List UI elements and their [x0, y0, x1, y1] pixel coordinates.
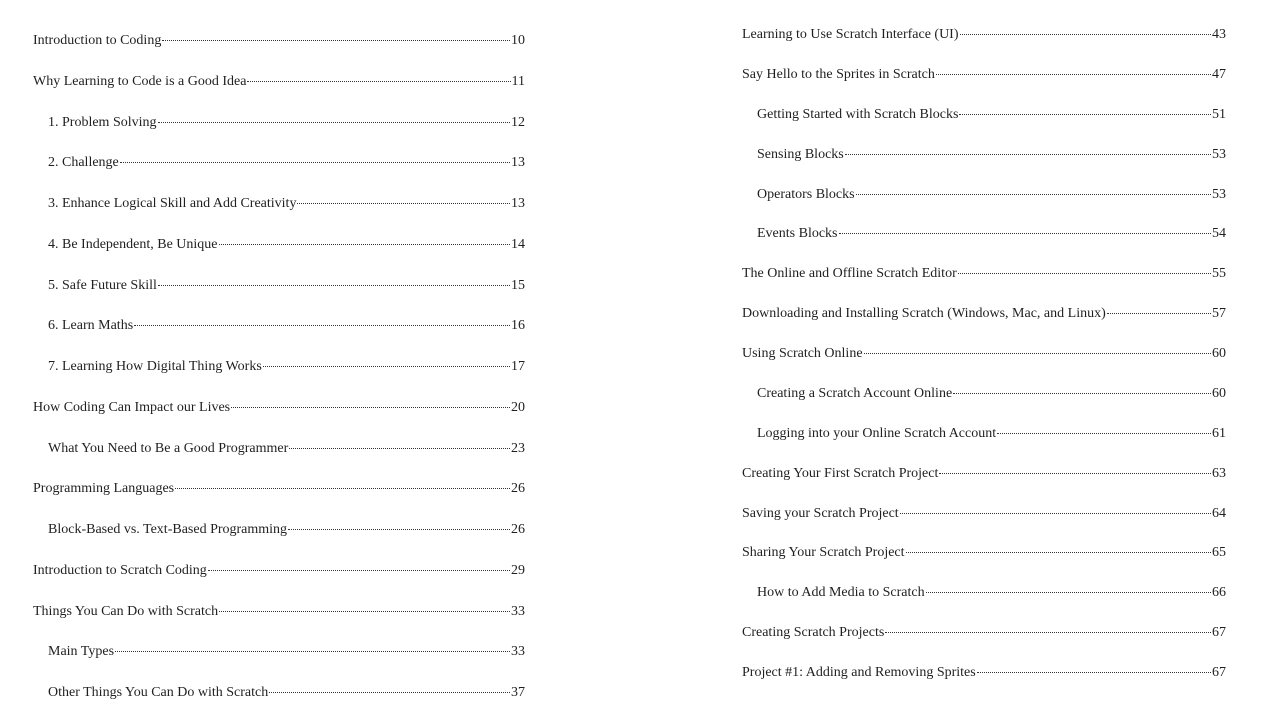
toc-entry-title: Creating a Scratch Account Online	[757, 385, 953, 401]
toc-entry[interactable]	[757, 106, 1226, 124]
toc-entry-page-number: 60	[1212, 346, 1226, 362]
toc-entry-title: Other Things You Can Do with Scratch	[48, 685, 269, 700]
toc-entry-page-number: 33	[511, 603, 525, 619]
toc-entry[interactable]	[742, 505, 1226, 523]
toc-dot-leader	[958, 273, 1211, 274]
toc-entry-page-number: 23	[511, 440, 525, 456]
toc-dot-leader	[900, 513, 1211, 514]
toc-entry[interactable]	[742, 664, 1226, 682]
toc-dot-leader	[115, 651, 510, 652]
toc-entry-title: What You Need to Be a Good Programmer	[48, 440, 289, 456]
toc-dot-leader	[263, 366, 510, 367]
toc-dot-leader	[953, 393, 1211, 394]
toc-entry[interactable]	[33, 480, 525, 498]
toc-entry[interactable]	[757, 225, 1226, 243]
toc-entry-title: Introduction to Coding	[33, 33, 162, 48]
toc-entry-title: 2. Challenge	[48, 155, 119, 171]
toc-entry-page-number: 15	[511, 277, 525, 293]
toc-entry-page-number: 26	[511, 481, 525, 497]
toc-entry[interactable]	[742, 624, 1226, 642]
toc-entry[interactable]	[48, 317, 525, 335]
toc-entry-title: Getting Started with Scratch Blocks	[757, 106, 959, 122]
toc-dot-leader	[288, 529, 510, 530]
toc-entry-title: How Coding Can Impact our Lives	[33, 399, 231, 415]
toc-entry-page-number: 66	[1212, 585, 1226, 601]
toc-entry-title: Downloading and Installing Scratch (Windows, Mac, and Linux)	[742, 306, 1106, 322]
toc-dot-leader	[175, 488, 510, 489]
toc-entry-title: Creating Scratch Projects	[742, 625, 885, 641]
toc-dot-leader	[1107, 313, 1211, 314]
toc-entry[interactable]	[742, 345, 1226, 363]
toc-entry-page-number: 65	[1212, 545, 1226, 561]
toc-entry-page-number: 53	[1212, 186, 1226, 202]
toc-entry-title: Project #1: Adding and Removing Sprites	[742, 665, 976, 681]
toc-entry[interactable]	[48, 521, 525, 539]
toc-entry[interactable]	[48, 277, 525, 295]
toc-entry[interactable]	[48, 440, 525, 458]
toc-entry-page-number: 43	[1212, 27, 1226, 42]
toc-entry[interactable]	[48, 154, 525, 172]
toc-entry-page-number: 33	[511, 644, 525, 660]
toc-dot-leader	[959, 114, 1211, 115]
toc-entry-title: Using Scratch Online	[742, 346, 863, 362]
toc-entry-page-number: 26	[511, 522, 525, 537]
toc-entry[interactable]	[757, 186, 1226, 204]
toc-entry-title: 7. Learning How Digital Thing Works	[48, 359, 262, 374]
toc-entry-title: 6. Learn Maths	[48, 318, 134, 334]
toc-entry[interactable]	[48, 195, 525, 213]
toc-dot-leader	[208, 570, 510, 571]
toc-entry-page-number: 53	[1212, 146, 1226, 162]
toc-entry-page-number: 14	[511, 236, 525, 252]
toc-dot-leader	[864, 353, 1211, 354]
toc-dot-leader	[158, 285, 510, 286]
toc-dot-leader	[289, 448, 510, 449]
toc-dot-leader	[839, 233, 1212, 234]
toc-entry-page-number: 16	[511, 318, 525, 334]
toc-dot-leader	[939, 473, 1211, 474]
toc-entry[interactable]	[33, 562, 525, 580]
toc-entry[interactable]	[33, 399, 525, 417]
toc-dot-leader	[247, 81, 510, 82]
toc-entry-title: Sensing Blocks	[757, 146, 844, 162]
toc-entry-page-number: 13	[511, 155, 525, 171]
toc-entry-title: Logging into your Online Scratch Account	[757, 425, 997, 441]
toc-entry[interactable]	[757, 146, 1226, 164]
toc-dot-leader	[845, 154, 1211, 155]
toc-entry-title: How to Add Media to Scratch	[757, 585, 925, 601]
toc-entry-title: Learning to Use Scratch Interface (UI)	[742, 27, 959, 42]
toc-entry[interactable]	[48, 684, 525, 702]
toc-entry-page-number: 47	[1212, 66, 1226, 82]
toc-entry-title: 3. Enhance Logical Skill and Add Creativity	[48, 196, 297, 211]
toc-entry-page-number: 51	[1212, 106, 1226, 122]
toc-entry-title: Events Blocks	[757, 226, 838, 242]
toc-entry[interactable]	[742, 305, 1226, 323]
toc-entry[interactable]	[742, 544, 1226, 562]
toc-entry[interactable]	[742, 465, 1226, 483]
toc-entry[interactable]	[48, 114, 525, 132]
toc-dot-leader	[269, 692, 510, 693]
toc-entry-title: Operators Blocks	[757, 186, 855, 202]
toc-entry-page-number: 60	[1212, 385, 1226, 401]
toc-dot-leader	[885, 632, 1211, 633]
toc-entry-page-number: 13	[511, 196, 525, 211]
toc-entry[interactable]	[757, 425, 1226, 443]
toc-dot-leader	[120, 162, 510, 163]
toc-entry-title: Block-Based vs. Text-Based Programming	[48, 522, 288, 537]
toc-entry-title: Say Hello to the Sprites in Scratch	[742, 66, 935, 82]
toc-entry-title: Things You Can Do with Scratch	[33, 603, 219, 619]
toc-entry-title: 4. Be Independent, Be Unique	[48, 236, 218, 252]
toc-entry[interactable]	[757, 385, 1226, 403]
toc-entry-page-number: 10	[511, 33, 525, 48]
toc-entry[interactable]	[742, 265, 1226, 283]
toc-entry-page-number: 55	[1212, 266, 1226, 282]
toc-entry-title: Saving your Scratch Project	[742, 505, 899, 521]
toc-dot-leader	[977, 672, 1211, 673]
toc-entry-title: Main Types	[48, 644, 115, 660]
toc-entry[interactable]	[48, 236, 525, 254]
toc-dot-leader	[219, 244, 510, 245]
toc-entry-page-number: 63	[1212, 465, 1226, 481]
toc-entry-page-number: 54	[1212, 226, 1226, 242]
toc-dot-leader	[997, 433, 1211, 434]
toc-entry-page-number: 64	[1212, 505, 1226, 521]
toc-entry-page-number: 67	[1212, 625, 1226, 641]
toc-entry-title: 1. Problem Solving	[48, 114, 157, 130]
toc-entry[interactable]	[48, 358, 525, 376]
toc-entry-page-number: 67	[1212, 665, 1226, 681]
toc-entry-page-number: 12	[511, 114, 525, 130]
toc-dot-leader	[856, 194, 1211, 195]
toc-entry[interactable]	[48, 643, 525, 661]
toc-dot-leader	[926, 592, 1211, 593]
toc-entry-page-number: 17	[511, 359, 525, 374]
toc-entry-title: 5. Safe Future Skill	[48, 277, 157, 293]
toc-dot-leader	[158, 122, 510, 123]
toc-entry-page-number: 11	[511, 73, 525, 89]
toc-dot-leader	[906, 552, 1211, 553]
toc-entry-title: Sharing Your Scratch Project	[742, 545, 905, 561]
toc-dot-leader	[219, 611, 510, 612]
toc-entry-page-number: 37	[511, 685, 525, 700]
toc-dot-leader	[231, 407, 510, 408]
toc-entry-title: Introduction to Scratch Coding	[33, 562, 207, 578]
toc-dot-leader	[960, 34, 1211, 35]
toc-entry-page-number: 20	[511, 399, 525, 415]
toc-entry-title: The Online and Offline Scratch Editor	[742, 266, 957, 282]
toc-entry-page-number: 61	[1212, 425, 1226, 441]
toc-entry-page-number: 57	[1212, 306, 1226, 322]
toc-dot-leader	[936, 74, 1211, 75]
toc-entry[interactable]	[757, 584, 1226, 602]
toc-entry[interactable]	[742, 26, 1226, 44]
toc-dot-leader	[134, 325, 510, 326]
toc-entry[interactable]	[33, 32, 525, 50]
toc-entry-page-number: 29	[511, 562, 525, 578]
toc-entry[interactable]	[742, 66, 1226, 84]
toc-entry-title: Programming Languages	[33, 481, 175, 497]
toc-entry[interactable]	[33, 603, 525, 621]
toc-entry-title: Creating Your First Scratch Project	[742, 465, 939, 481]
toc-entry[interactable]	[33, 73, 525, 91]
toc-entry-title: Why Learning to Code is a Good Idea	[33, 73, 247, 89]
toc-dot-leader	[297, 203, 510, 204]
toc-dot-leader	[162, 40, 510, 41]
